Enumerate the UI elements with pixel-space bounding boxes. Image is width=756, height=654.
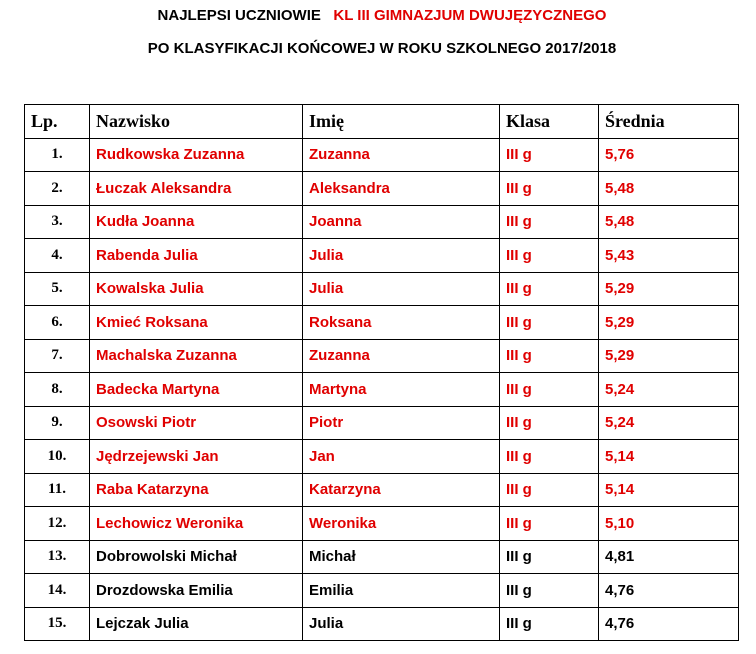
cell-srednia: 5,43: [599, 239, 739, 273]
cell-imie: Zuzanna: [303, 138, 500, 172]
title-line-1: [4, 7, 756, 24]
cell-imie: Joanna: [303, 205, 500, 239]
cell-klasa: III g: [500, 306, 599, 340]
cell-srednia: 4,76: [599, 574, 739, 608]
table-row: [25, 473, 739, 507]
cell-imie: Aleksandra: [303, 172, 500, 206]
cell-nazwisko: Lechowicz Weronika: [90, 507, 303, 541]
cell-srednia: 5,29: [599, 306, 739, 340]
cell-klasa: III g: [500, 607, 599, 641]
cell-klasa: III g: [500, 473, 599, 507]
cell-lp: 1.: [25, 138, 90, 172]
cell-srednia: 5,24: [599, 373, 739, 407]
cell-lp: 15.: [25, 607, 90, 641]
cell-nazwisko: Jędrzejewski Jan: [90, 440, 303, 474]
cell-klasa: III g: [500, 507, 599, 541]
cell-imie: Julia: [303, 239, 500, 273]
cell-nazwisko: Łuczak Aleksandra: [90, 172, 303, 206]
table-row: [25, 406, 739, 440]
cell-lp: 5.: [25, 272, 90, 306]
cell-lp: 13.: [25, 540, 90, 574]
cell-nazwisko: Kudła Joanna: [90, 205, 303, 239]
column-header-nazwisko: Nazwisko: [90, 105, 303, 139]
table-row: [25, 373, 739, 407]
cell-lp: 14.: [25, 574, 90, 608]
cell-imie: Julia: [303, 607, 500, 641]
cell-klasa: III g: [500, 239, 599, 273]
cell-nazwisko: Rabenda Julia: [90, 239, 303, 273]
table-row: [25, 272, 739, 306]
cell-lp: 10.: [25, 440, 90, 474]
cell-nazwisko: Raba Katarzyna: [90, 473, 303, 507]
cell-klasa: III g: [500, 205, 599, 239]
column-header-lp: Lp.: [25, 105, 90, 139]
cell-srednia: 5,14: [599, 440, 739, 474]
cell-nazwisko: Rudkowska Zuzanna: [90, 138, 303, 172]
table-row: [25, 172, 739, 206]
table-row: [25, 507, 739, 541]
cell-lp: 9.: [25, 406, 90, 440]
table-row: [25, 339, 739, 373]
cell-klasa: III g: [500, 138, 599, 172]
title-prefix: NAJLEPSI UCZNIOWIE: [157, 7, 321, 24]
cell-imie: Jan: [303, 440, 500, 474]
cell-nazwisko: Dobrowolski Michał: [90, 540, 303, 574]
cell-lp: 8.: [25, 373, 90, 407]
table-row: [25, 205, 739, 239]
cell-imie: Roksana: [303, 306, 500, 340]
cell-lp: 12.: [25, 507, 90, 541]
cell-nazwisko: Drozdowska Emilia: [90, 574, 303, 608]
cell-lp: 6.: [25, 306, 90, 340]
table-row: [25, 239, 739, 273]
cell-srednia: 5,24: [599, 406, 739, 440]
cell-srednia: 5,10: [599, 507, 739, 541]
cell-imie: Weronika: [303, 507, 500, 541]
cell-imie: Zuzanna: [303, 339, 500, 373]
cell-nazwisko: Kmieć Roksana: [90, 306, 303, 340]
table-row: [25, 306, 739, 340]
table-row: [25, 138, 739, 172]
table-header-row: [25, 105, 739, 139]
table-row: [25, 540, 739, 574]
cell-srednia: 4,81: [599, 540, 739, 574]
cell-srednia: 5,29: [599, 272, 739, 306]
cell-klasa: III g: [500, 540, 599, 574]
cell-lp: 3.: [25, 205, 90, 239]
cell-srednia: 5,29: [599, 339, 739, 373]
cell-klasa: III g: [500, 440, 599, 474]
cell-klasa: III g: [500, 373, 599, 407]
column-header-klasa: Klasa: [500, 105, 599, 139]
cell-srednia: 5,14: [599, 473, 739, 507]
title-class-name: KL III GIMNAZJUM DWUJĘZYCZNEGO: [333, 7, 607, 24]
cell-imie: Katarzyna: [303, 473, 500, 507]
students-ranking-table: [24, 104, 739, 641]
table-row: [25, 574, 739, 608]
cell-nazwisko: Osowski Piotr: [90, 406, 303, 440]
cell-klasa: III g: [500, 574, 599, 608]
cell-imie: Julia: [303, 272, 500, 306]
cell-srednia: 5,48: [599, 172, 739, 206]
cell-nazwisko: Kowalska Julia: [90, 272, 303, 306]
cell-imie: Piotr: [303, 406, 500, 440]
cell-lp: 2.: [25, 172, 90, 206]
cell-klasa: III g: [500, 172, 599, 206]
cell-klasa: III g: [500, 339, 599, 373]
cell-lp: 4.: [25, 239, 90, 273]
cell-lp: 11.: [25, 473, 90, 507]
cell-klasa: III g: [500, 272, 599, 306]
cell-imie: Michał: [303, 540, 500, 574]
cell-nazwisko: Machalska Zuzanna: [90, 339, 303, 373]
cell-srednia: 5,76: [599, 138, 739, 172]
cell-lp: 7.: [25, 339, 90, 373]
title-line-2: PO KLASYFIKACJI KOŃCOWEJ W ROKU SZKOLNEGO 2017/2018: [147, 40, 617, 57]
table-body: [25, 138, 739, 641]
cell-nazwisko: Lejczak Julia: [90, 607, 303, 641]
cell-srednia: 4,76: [599, 607, 739, 641]
column-header-srednia: Średnia: [599, 105, 739, 139]
cell-nazwisko: Badecka Martyna: [90, 373, 303, 407]
column-header-imie: Imię: [303, 105, 500, 139]
cell-srednia: 5,48: [599, 205, 739, 239]
cell-imie: Emilia: [303, 574, 500, 608]
table-row: [25, 607, 739, 641]
cell-imie: Martyna: [303, 373, 500, 407]
cell-klasa: III g: [500, 406, 599, 440]
table-row: [25, 440, 739, 474]
